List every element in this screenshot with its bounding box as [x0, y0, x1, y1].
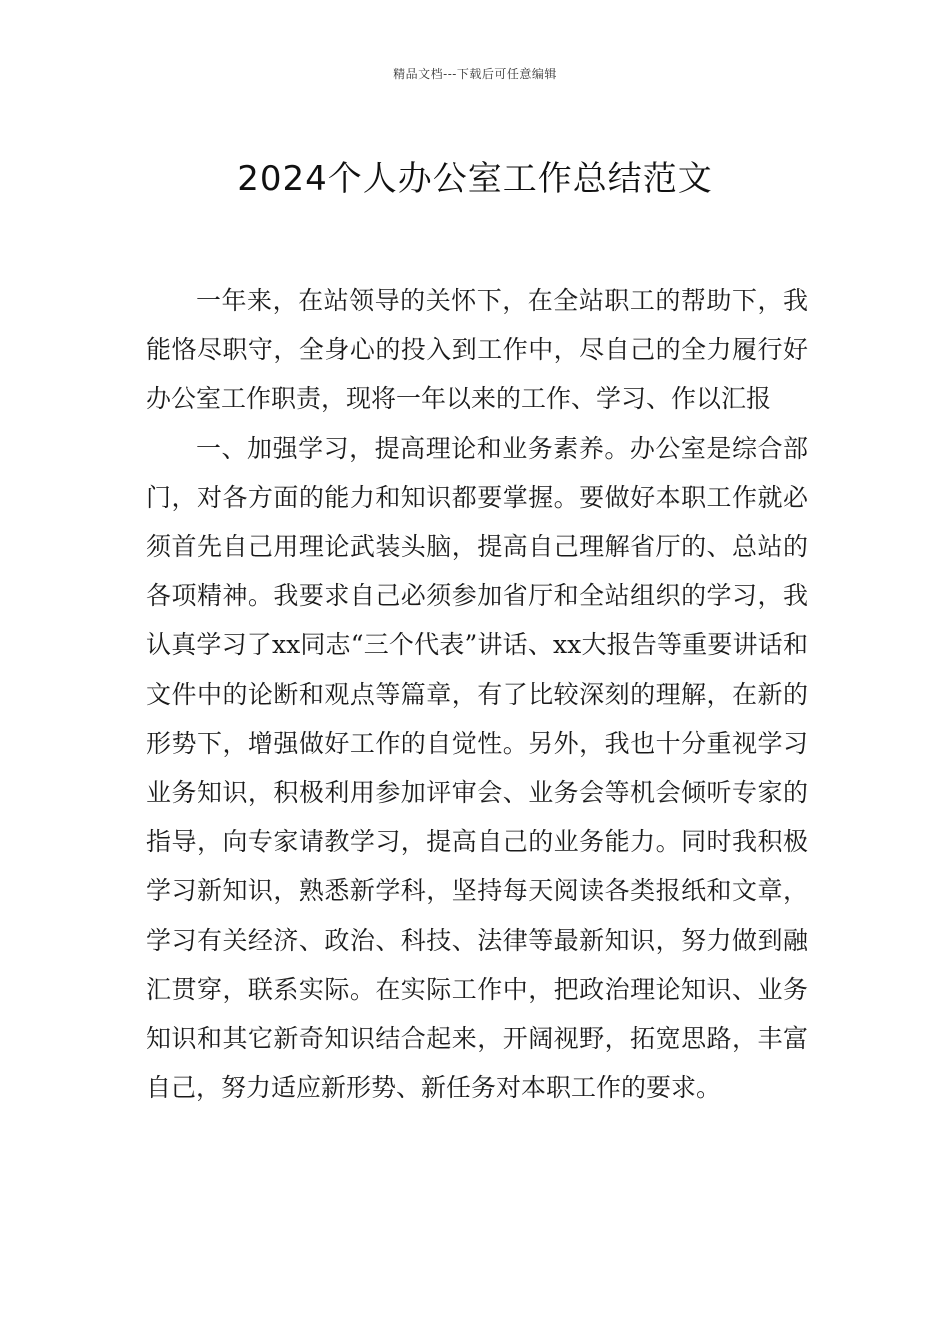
document-body [146, 276, 808, 1112]
document-title: 2024个人办公室工作总结范文 [237, 158, 713, 199]
page-header-note: 精品文档---下载后可任意编辑 [393, 67, 557, 81]
paragraph-intro: 一年来，在站领导的关怀下，在全站职工的帮助下，我能恪尽职守，全身心的投入到工作中，尽自己的全力履行好办公室工作职责，现将一年以来的工作、学习、作以汇报 [146, 286, 808, 414]
paragraph-section-one: 一、加强学习，提高理论和业务素养。办公室是综合部门，对各方面的能力和知识都要掌握。要做好本职工作就必须首先自己用理论武装头脑，提高自己理解省厅的、总站的各项精神。我要求自己必须参加省厅和全站组织的学习，我认真学习了xx同志“三个代表”讲话、xx大报告等重要讲话和文件中的论断和观点等篇章，有了比较深刻的理解，在新的形势下，增强做好工作的自觉性。另外，我也十分重视学习业务知识，积极利用参加评审会、业务会等机会倾听专家的指导，向专家请教学习，提高自己的业务能力。同时我积极学习新知识，熟悉新学科，坚持每天阅读各类报纸和文章，学习有关经济、政治、科技、法律等最新知识，努力做到融汇贯穿，联系实际。在实际工作中，把政治理论知识、业务知识和其它新奇知识结合起来，开阔视野，拓宽思路，丰富自己，努力适应新形势、新任务对本职工作的要求。 [146, 433, 808, 1103]
